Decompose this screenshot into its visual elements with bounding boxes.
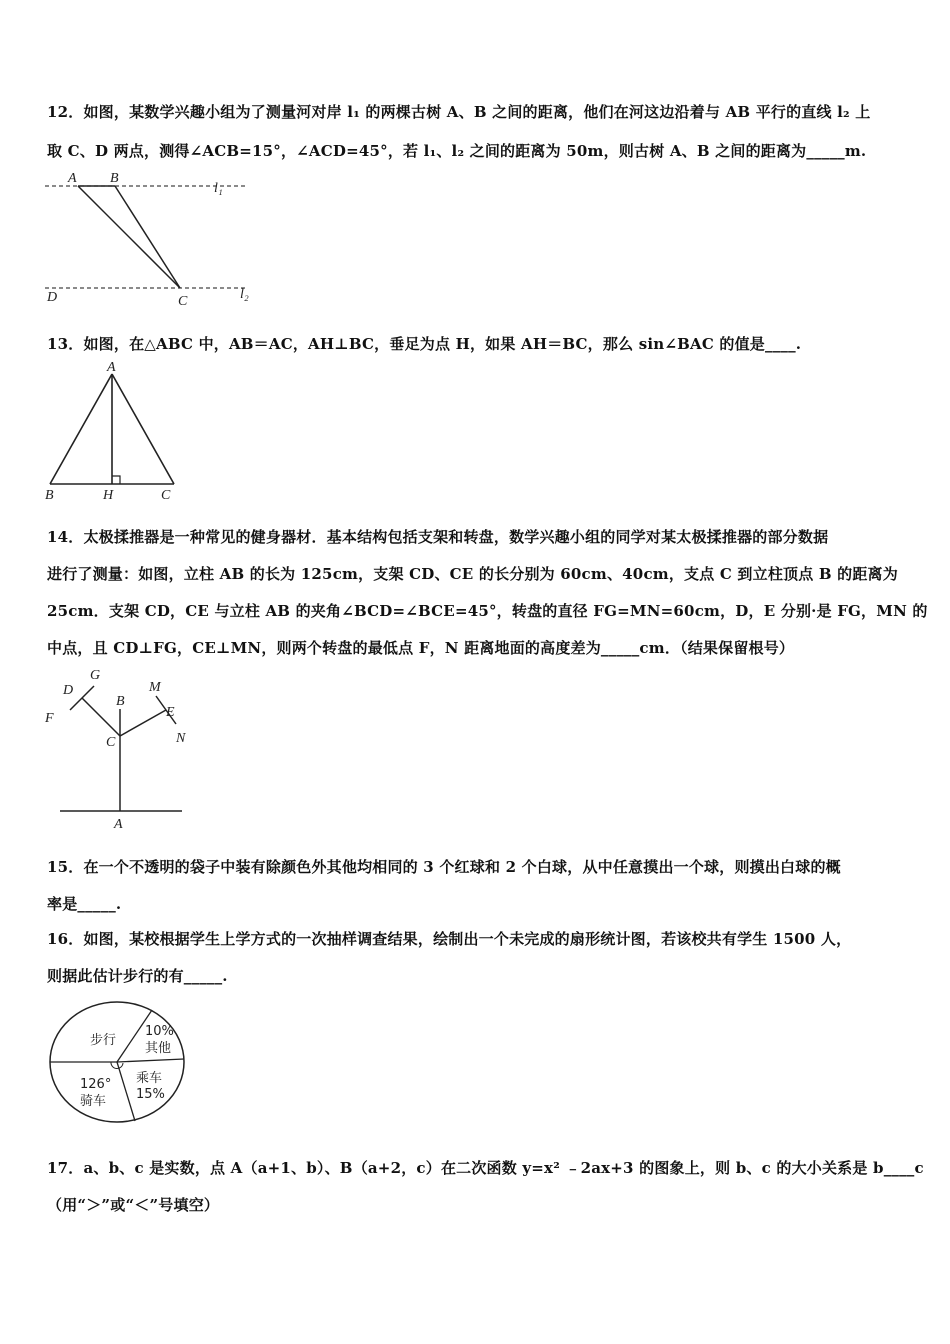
q14-text-line4: 中点，且 CD⊥FG，CE⊥MN，则两个转盘的最低点 F，N 距离地面的高度差为_____cm．（结果保留根号） [47, 639, 795, 657]
q14-label-f: F [45, 711, 54, 726]
q14-text-line2: 进行了测量：如图，立柱 AB 的长为 125cm，支架 CD、CE 的长分别为 60cm、40cm，支点 C 到立柱顶点 B 的距离为 [47, 565, 898, 583]
pie-label-bus-pct: 15% [136, 1087, 165, 1102]
q17-text-line1: 17．a、b、c 是实数，点 A（a+1、b）、B（a+2，c）在二次函数 y=x² ﹣2ax+3 的图象上，则 b、c 的大小关系是 b____c [47, 1159, 924, 1177]
q13-label-h: H [103, 488, 114, 503]
pie-label-bike: 骑车 [80, 1094, 107, 1109]
q16-text-line2: 则据此估计步行的有_____. [47, 967, 228, 985]
q13-text-line1: 13．如图，在△ABC 中，AB＝AC，AH⊥BC，垂足为点 H，如果 AH＝BC，那么 sin∠BAC 的值是____. [47, 335, 802, 353]
q14-label-e: E [166, 705, 175, 720]
pie-label-other-pct: 10% [145, 1024, 174, 1039]
q14-label-n: N [176, 731, 186, 746]
q14-label-a: A [114, 817, 123, 832]
q13-label-c: C [161, 488, 171, 503]
q13-figure [40, 360, 180, 505]
q14-label-g: G [90, 668, 101, 683]
pie-label-bus: 乘车 [136, 1071, 163, 1086]
q15-text-line1: 15．在一个不透明的袋子中装有除颜色外其他均相同的 3 个红球和 2 个白球，从中任意摸出一个球，则摸出白球的概 [47, 858, 841, 876]
q14-label-c: C [106, 735, 116, 750]
q12-figure [40, 168, 270, 310]
q13-label-b: B [45, 488, 54, 503]
q12-label-a: A [68, 171, 77, 186]
q12-label-d: D [47, 290, 58, 305]
q16-text-line1: 16．如图，某校根据学生上学方式的一次抽样调查结果，绘制出一个未完成的扇形统计图，若该校共有学生 1500 人， [47, 930, 852, 948]
pie-label-walk: 步行 [90, 1033, 117, 1048]
pie-label-bike-deg: 126° [80, 1077, 112, 1092]
q14-label-m: M [149, 680, 161, 695]
q12-text-line2: 取 C、D 两点，测得∠ACB=15°，∠ACD=45°，若 l₁、l₂ 之间的距离为 50m，则古树 A、B 之间的距离为_____m. [47, 142, 867, 160]
q14-label-d: D [63, 683, 74, 698]
q14-text-line1: 14．太极揉推器是一种常见的健身器材．基本结构包括支架和转盘，数学兴趣小组的同学对某太极揉推器的部分数据 [47, 528, 829, 546]
q12-label-l2: l₂ [240, 287, 249, 302]
q12-label-l1: l₁ [214, 181, 223, 196]
q16-pie-figure [45, 997, 190, 1129]
q12-text-line1: 12．如图，某数学兴趣小组为了测量河对岸 l₁ 的两棵古树 A、B 之间的距离，他们在河这边沿着与 AB 平行的直线 l₂ 上 [47, 103, 871, 121]
q14-text-line3: 25cm．支架 CD，CE 与立柱 AB 的夹角∠BCD=∠BCE=45°，转盘的直径 FG=MN=60cm，D，E 分别·是 FG，MN 的 [47, 602, 928, 620]
q14-figure [40, 664, 195, 834]
q15-text-line2: 率是_____. [47, 895, 122, 913]
q17-text-line2: （用“＞”或“＜”号填空） [47, 1196, 220, 1214]
q14-label-b: B [116, 694, 125, 709]
q12-label-b: B [110, 171, 119, 186]
pie-label-other: 其他 [145, 1041, 172, 1056]
q13-label-a: A [107, 360, 116, 375]
q12-label-c: C [178, 294, 188, 309]
